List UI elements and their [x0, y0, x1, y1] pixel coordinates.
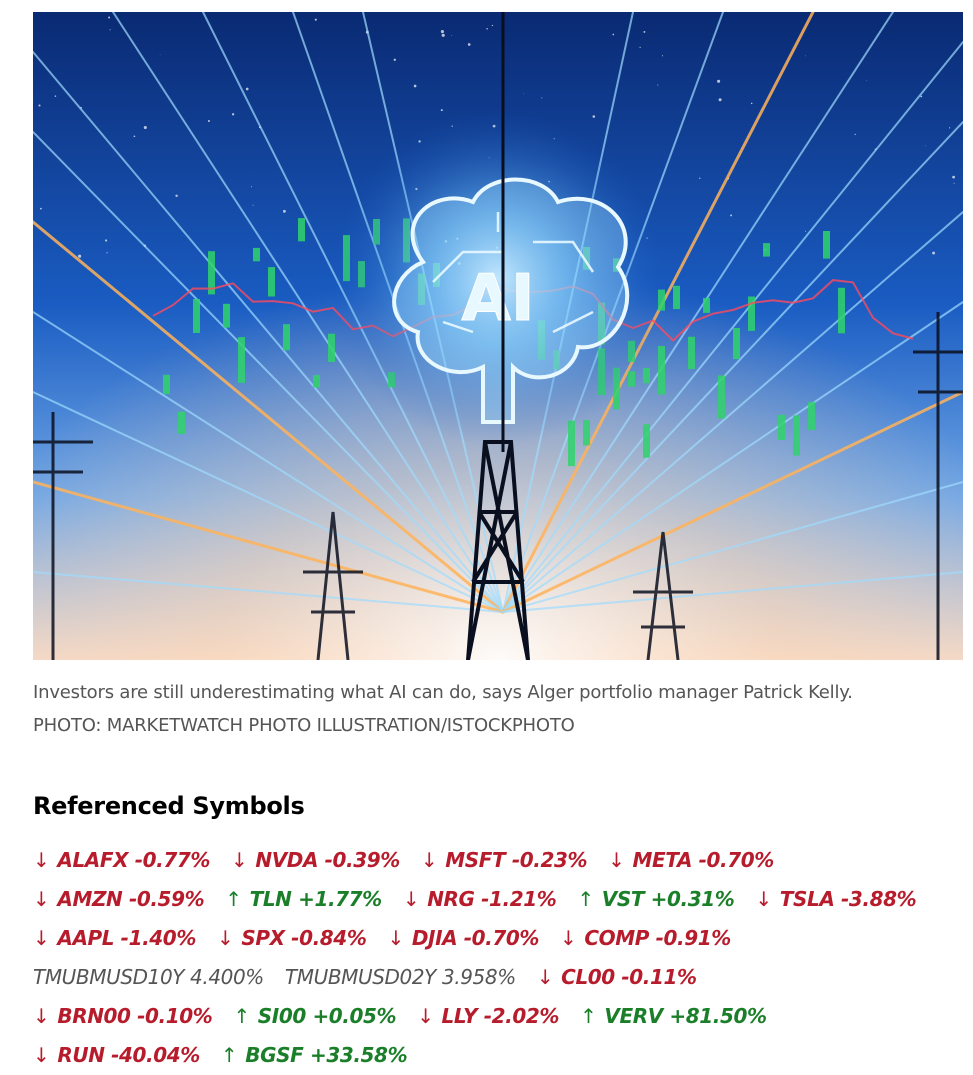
symbol-text: VERV +81.50%: [604, 1003, 767, 1028]
star-dot: [55, 95, 57, 97]
arrow-down-icon: ↓: [33, 925, 50, 950]
symbol-text: COMP -0.91%: [584, 925, 731, 950]
symbol-link[interactable]: [285, 965, 516, 989]
image-caption: [33, 676, 953, 742]
symbol-text: CL00 -0.11%: [561, 964, 697, 989]
star-dot: [315, 19, 317, 21]
arrow-down-icon: ↓: [560, 925, 577, 950]
star-dot: [106, 252, 107, 253]
arrow-down-icon: ↓: [755, 886, 772, 911]
symbol-row: [33, 879, 953, 918]
symbol-link[interactable]: [560, 926, 731, 950]
symbol-link[interactable]: [580, 1004, 767, 1028]
symbol-link[interactable]: [755, 887, 916, 911]
star-dot: [441, 30, 444, 33]
arrow-down-icon: ↓: [33, 847, 50, 872]
symbol-link[interactable]: [33, 1004, 212, 1028]
star-dot: [640, 47, 641, 48]
star-dot: [949, 127, 950, 128]
symbol-link[interactable]: [33, 887, 204, 911]
symbol-text: NRG -1.21%: [427, 886, 557, 911]
caption-credit: PHOTO: MARKETWATCH PHOTO ILLUSTRATION/ISTOCKPHOTO: [33, 715, 575, 736]
star-dot: [468, 43, 471, 46]
symbol-text: BRN00 -0.10%: [57, 1003, 213, 1028]
star-dot: [805, 56, 806, 57]
symbol-link[interactable]: [387, 926, 539, 950]
symbol-link[interactable]: [417, 1004, 559, 1028]
star-dot: [160, 55, 161, 56]
symbol-text: MSFT -0.23%: [445, 847, 588, 872]
candlestick: [163, 375, 170, 394]
arrow-up-icon: ↑: [580, 1003, 597, 1028]
symbol-text: LLY -2.02%: [441, 1003, 560, 1028]
candlestick: [748, 297, 755, 331]
star-dot: [805, 231, 806, 232]
star-dot: [952, 176, 955, 179]
candlestick: [193, 299, 200, 333]
symbol-row: [33, 1035, 953, 1074]
star-dot: [451, 35, 452, 36]
ai-pylon-illustration: [33, 12, 963, 660]
candlestick: [808, 402, 815, 430]
star-dot: [38, 104, 40, 106]
symbol-link[interactable]: [33, 1043, 200, 1067]
star-dot: [134, 135, 136, 137]
symbol-row: [33, 918, 953, 957]
star-dot: [251, 186, 252, 187]
referenced-symbols-title: Referenced Symbols: [33, 792, 305, 820]
star-dot: [253, 205, 254, 206]
star-dot: [394, 59, 396, 61]
symbol-link[interactable]: [33, 965, 264, 989]
star-dot: [78, 255, 81, 258]
symbol-link[interactable]: [221, 1043, 407, 1067]
symbol-text: META -0.70%: [632, 847, 774, 872]
arrow-down-icon: ↓: [33, 1003, 50, 1028]
arrow-down-icon: ↓: [402, 886, 420, 911]
arrow-down-icon: ↓: [417, 1003, 434, 1028]
candlestick: [778, 415, 785, 440]
symbol-text: VST +0.31%: [601, 886, 735, 911]
star-dot: [717, 80, 720, 83]
symbol-text: AAPL -1.40%: [57, 925, 196, 950]
star-dot: [925, 145, 926, 146]
star-dot: [105, 239, 107, 241]
candlestick: [178, 412, 185, 434]
arrow-down-icon: ↓: [536, 964, 554, 989]
star-dot: [954, 183, 955, 184]
arrow-down-icon: ↓: [216, 925, 234, 950]
symbol-text: TMUBMUSD10Y 4.400%: [33, 964, 264, 989]
symbol-row: [33, 957, 953, 996]
symbol-link[interactable]: [33, 848, 210, 872]
candlestick: [793, 415, 800, 455]
star-dot: [657, 84, 658, 85]
star-dot: [612, 34, 614, 36]
arrow-up-icon: ↑: [220, 1042, 238, 1067]
symbol-text: SPX -0.84%: [241, 925, 367, 950]
candlestick: [823, 231, 830, 259]
star-dot: [108, 17, 110, 19]
symbol-row: [33, 996, 953, 1035]
star-dot: [110, 29, 111, 30]
referenced-symbols-list: [33, 840, 953, 1074]
star-dot: [932, 252, 935, 255]
symbol-text: BGSF +33.58%: [245, 1042, 408, 1067]
arrow-up-icon: ↑: [225, 886, 242, 911]
star-dot: [492, 25, 493, 26]
arrow-down-icon: ↓: [420, 847, 438, 872]
star-dot: [751, 103, 753, 105]
star-dot: [855, 134, 856, 135]
symbol-link[interactable]: [608, 848, 774, 872]
arrow-up-icon: ↑: [233, 1003, 250, 1028]
symbol-text: NVDA -0.39%: [255, 847, 400, 872]
caption-text: Investors are still underestimating what AI can do, says Alger portfolio manager Patrick Kelly.: [33, 682, 853, 703]
star-dot: [246, 88, 249, 91]
symbol-text: TSLA -3.88%: [779, 886, 917, 911]
svg-text:AI: AI: [461, 262, 535, 336]
symbol-link[interactable]: [421, 848, 587, 872]
symbol-link[interactable]: [225, 887, 382, 911]
candlestick: [238, 337, 245, 383]
symbol-text: SI00 +0.05%: [257, 1003, 397, 1028]
candlestick: [838, 288, 845, 334]
symbol-text: RUN -40.04%: [57, 1042, 200, 1067]
arrow-down-icon: ↓: [33, 886, 50, 911]
star-dot: [486, 28, 488, 30]
star-dot: [643, 31, 645, 33]
star-dot: [719, 98, 722, 101]
arrow-down-icon: ↓: [387, 925, 404, 950]
article-hero-image: [33, 12, 963, 660]
symbol-link[interactable]: [33, 926, 196, 950]
candlestick: [223, 304, 230, 328]
star-dot: [232, 113, 234, 115]
symbol-link[interactable]: [577, 887, 734, 911]
symbol-link[interactable]: [233, 1004, 396, 1028]
symbol-link[interactable]: [403, 887, 557, 911]
candlestick: [253, 248, 260, 261]
star-dot: [40, 208, 42, 210]
arrow-up-icon: ↑: [577, 886, 594, 911]
star-dot: [175, 195, 177, 197]
symbol-text: AMZN -0.59%: [57, 886, 205, 911]
symbol-text: TMUBMUSD02Y 3.958%: [284, 964, 516, 989]
arrow-down-icon: ↓: [231, 847, 248, 872]
symbol-link[interactable]: [537, 965, 697, 989]
star-dot: [442, 34, 445, 37]
star-dot: [144, 126, 147, 129]
candlestick: [763, 243, 770, 257]
arrow-down-icon: ↓: [33, 1042, 50, 1067]
star-dot: [866, 80, 867, 81]
star-dot: [208, 120, 210, 122]
symbol-text: DJIA -0.70%: [411, 925, 540, 950]
symbol-link[interactable]: [217, 926, 367, 950]
star-dot: [730, 214, 732, 216]
symbol-link[interactable]: [231, 848, 400, 872]
star-dot: [662, 55, 663, 56]
arrow-down-icon: ↓: [608, 847, 625, 872]
symbol-text: TLN +1.77%: [249, 886, 382, 911]
symbol-row: [33, 840, 953, 879]
symbol-text: ALAFX -0.77%: [57, 847, 210, 872]
